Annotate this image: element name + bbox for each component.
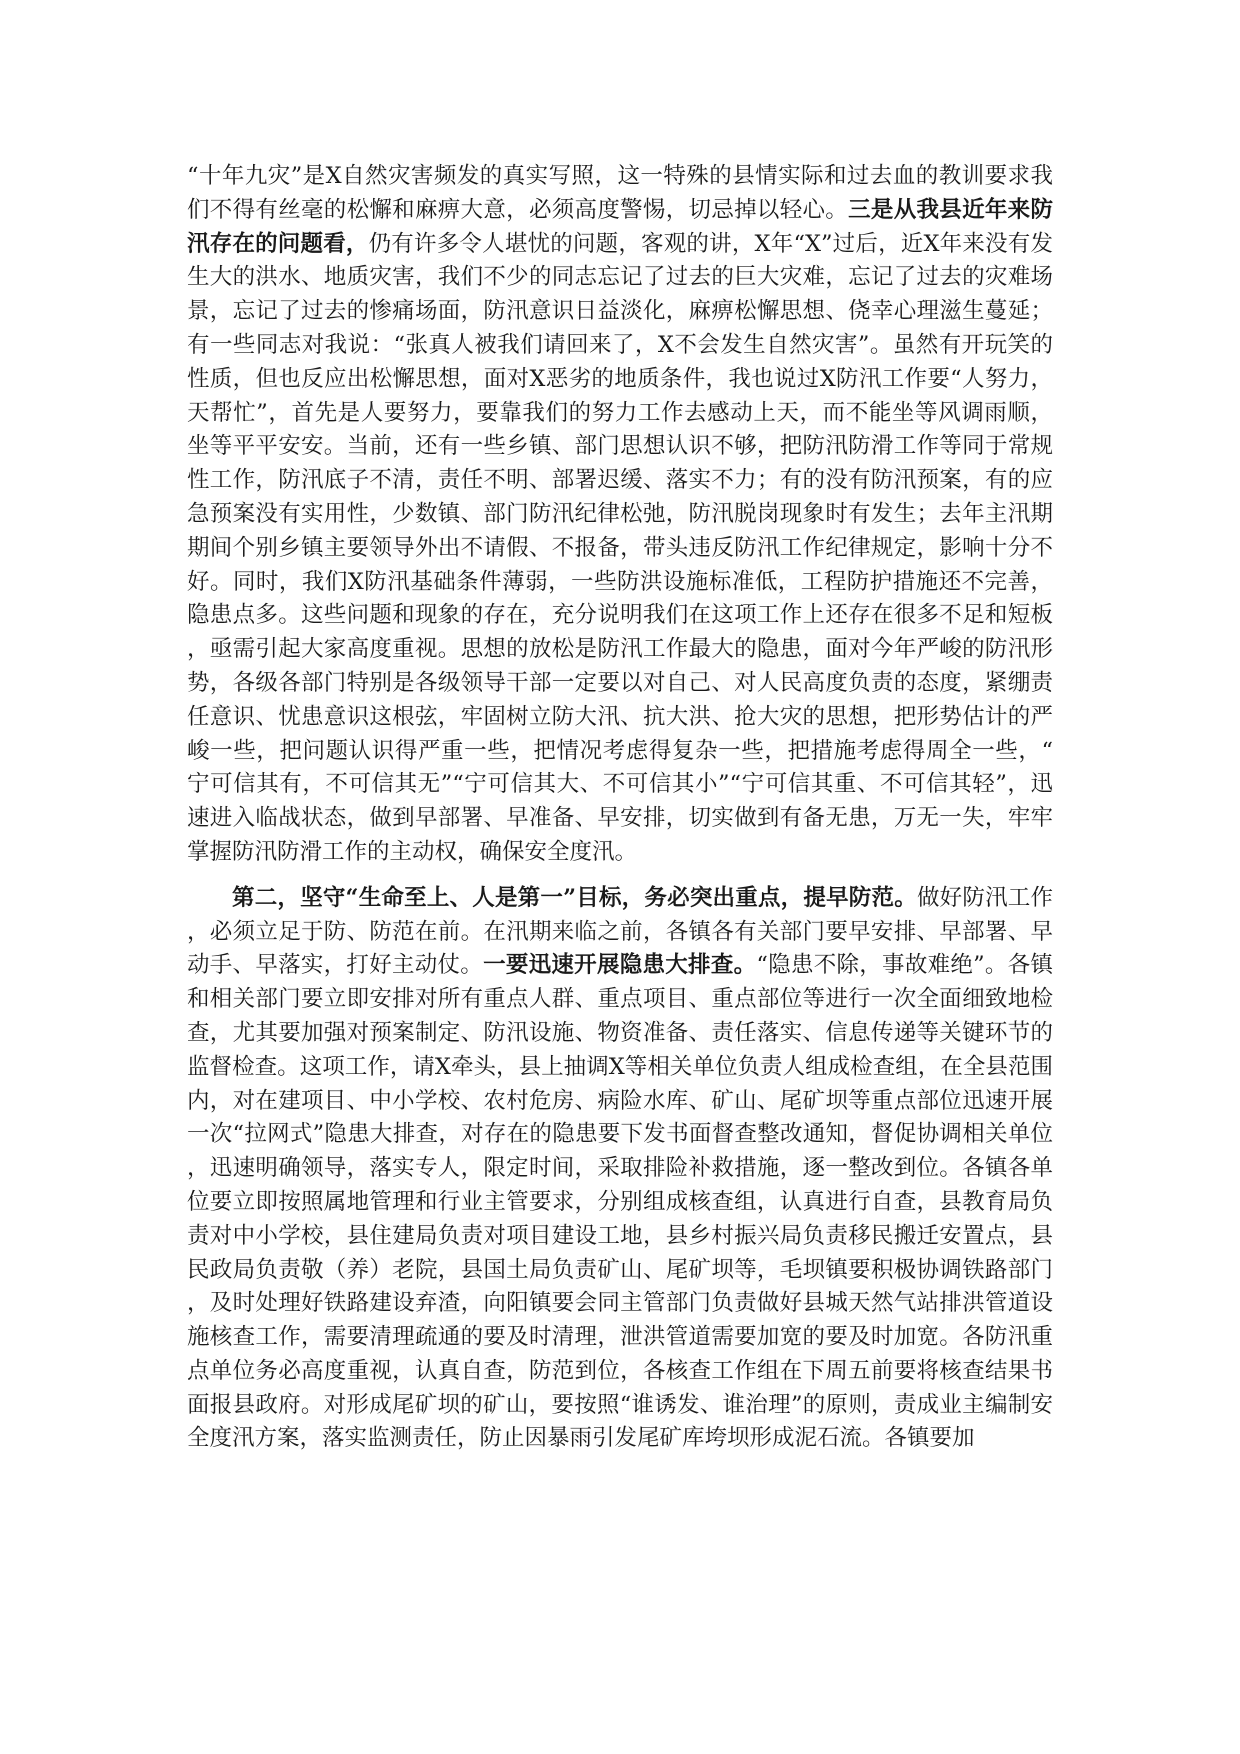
bold-heading-recent-problems: 三是从我县近年来防汛存在的问题看， xyxy=(187,196,1053,257)
paragraph-lead-text: “十年九灾”是X自然灾害频发的真实写照，这一特殊的县情实际和过去血的教训要求我们不得有丝毫的松懈和麻痹大意，必须高度警惕，切忌掉以轻心。 xyxy=(187,163,1053,223)
section-two-intro-text: 做好防汛工作，必须立足于防、防范在前。在汛期来临之前，各镇各有关部门要早安排、早部署、早动手、早落实，打好主动仗。 xyxy=(187,884,1053,979)
section-two-body-text: “隐患不除，事故难绝”。各镇和相关部门要立即安排对所有重点人群、重点项目、重点部位等进行一次全面细致地检查，尤其要加强对预案制定、防汛设施、物资准备、责任落实、信息传递等关键环节的监督检查。这项工作，请X牵头，县上抽调X等相关单位负责人组成检查组，在全县范围内，对在建项目、中小学校、农村危房、病险水库、矿山、尾矿坝等重点部位迅速开展一次“拉网式”隐患大排查，对存在的隐患要下发书面督查整改通知，督促协调相关单位，迅速明确领导，落实专人，限定时间，采取排险补救措施，逐一整改到位。各镇各单位要立即按照属地管理和行业主管要求，分别组成核查组，认真进行自查，县教育局负责对中小学校，县住建局负责对项目建设工地，县乡村振兴局负责移民搬迁安置点，县民政局负责敬（养）老院，县国土局负责矿山、尾矿坝等，毛坝镇要积极协调铁路部门，及时处理好铁路建设弃渣，向阳镇要会同主管部门负责做好县城天然气站排洪管道设施核查工作，需要清理疏通的要及时清理，泄洪管道需要加宽的要及时加宽。各防汛重点单位务必高度重视，认真自查，防范到位，各核查工作组在下周五前要将核查结果书面报县政府。对形成尾矿坝的矿山，要按照“谁诱发、谁治理”的原则，责成业主编制安全度汛方案，落实监测责任，防止因暴雨引发尾矿库垮坝形成泥石流。各镇要加 xyxy=(187,952,1053,1452)
bold-heading-hazard-inspection: 一要迅速开展隐患大排查。 xyxy=(483,952,757,979)
paragraph-flood-risk-analysis xyxy=(187,160,1053,870)
paragraph-body-text: 仍有许多令人堪忧的问题，客观的讲，X年“X”过后，近X年来没有发生大的洪水、地质灾害，我们不少的同志忘记了过去的巨大灾难，忘记了过去的灾难场景，忘记了过去的惨痛场面，防汛意识日益淡化，麻痹松懈思想、侥幸心理滋生蔓延；有一些同志对我说：“张真人被我们请回来了，X不会发生自然灾害”。虽然有开玩笑的性质，但也反应出松懈思想，面对X恶劣的地质条件，我也说过X防汛工作要“人努力，天帮忙”，首先是人要努力，要靠我们的努力工作去感动上天，而不能坐等风调雨顺，坐等平平安安。当前，还有一些乡镇、部门思想认识不够，把防汛防滑工作等同于常规性工作，防汛底子不清，责任不明、部署迟缓、落实不力；有的没有防汛预案，有的应急预案没有实用性，少数镇、部门防汛纪律松弛，防汛脱岗现象时有发生；去年主汛期期间个别乡镇主要领导外出不请假、不报备，带头违反防汛工作纪律规定，影响十分不好。同时，我们X防汛基础条件薄弱，一些防洪设施标准低，工程防护措施还不完善，隐患点多。这些问题和现象的存在，充分说明我们在这项工作上还存在很多不足和短板，亟需引起大家高度重视。思想的放松是防汛工作最大的隐患，面对今年严峻的防汛形势，各级各部门特别是各级领导干部一定要以对自己、对人民高度负责的态度，紧绷责任意识、忧患意识这根弦，牢固树立防大汛、抗大洪、抢大灾的思想，把形势估计的严峻一些，把问题认识得严重一些，把情况考虑得复杂一些，把措施考虑得周全一些，“宁可信其有，不可信其无”“宁可信其大、不可信其小”“宁可信其重、不可信其轻”，迅速进入临战状态，做到早部署、早准备、早安排，切实做到有备无患，万无一失，牢牢掌握防汛防滑工作的主动权，确保安全度汛。 xyxy=(187,230,1053,865)
paragraph-section-two xyxy=(187,882,1053,1457)
document-body xyxy=(187,160,1053,1456)
section-two-heading: 第二，坚守“生命至上、人是第一”目标，务必突出重点，提早防范。 xyxy=(232,884,917,911)
